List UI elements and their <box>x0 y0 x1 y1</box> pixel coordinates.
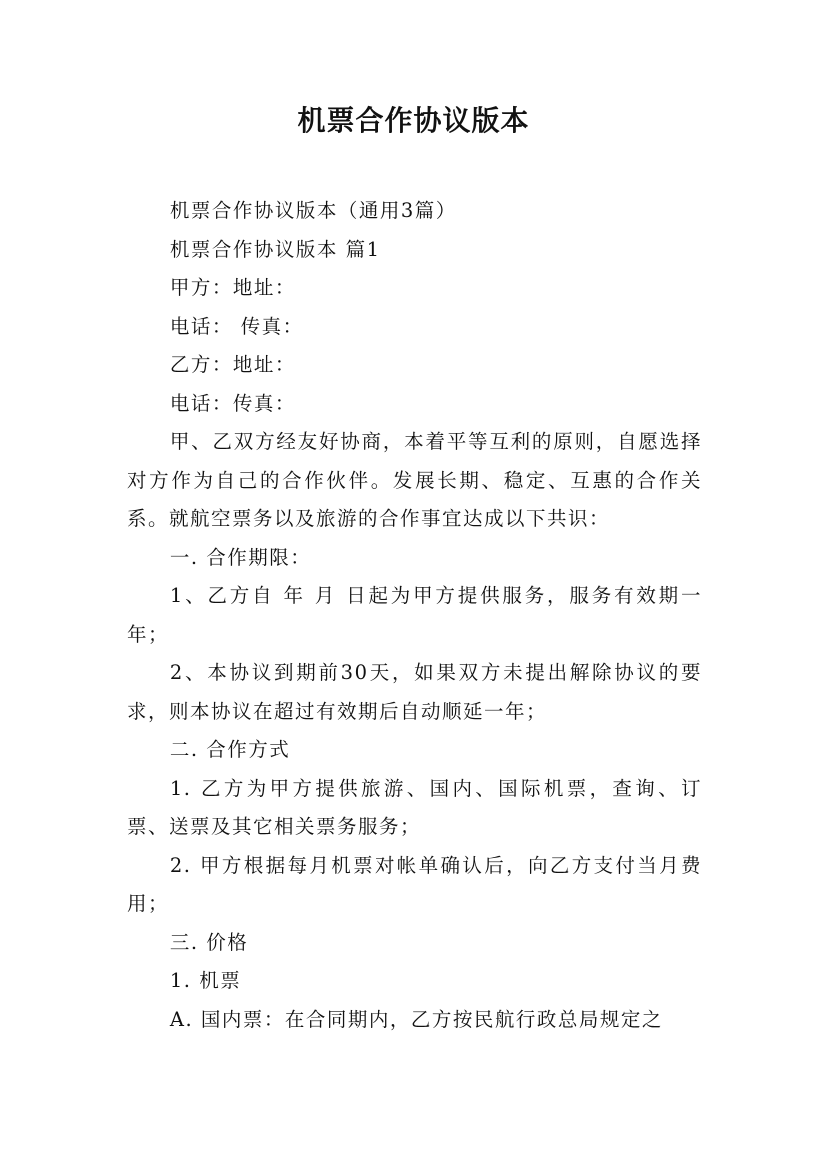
paragraph-term-2: 2、本协议到期前30天，如果双方未提出解除协议的要求，则本协议在超过有效期后自动顺延一年； <box>127 661 702 723</box>
paragraph-party-b-address: 乙方：地址： <box>169 353 296 376</box>
paragraph-party-b-phone: 电话：传真： <box>169 391 296 415</box>
paragraph-heading-method: 二. 合作方式 <box>169 738 291 761</box>
paragraph-party-a-phone: 电话： 传真： <box>169 314 304 338</box>
paragraph-subtitle: 机票合作协议版本（通用3篇） <box>169 199 457 222</box>
paragraph-price-ticket: 1. 机票 <box>169 969 242 992</box>
paragraph-heading-term: 一. 合作期限： <box>169 545 312 569</box>
paragraph-heading-price: 三. 价格 <box>169 930 249 954</box>
document-title: 机票合作协议版本 <box>297 104 530 137</box>
paragraph-preamble: 甲、乙双方经友好协商，本着平等互利的原则，自愿选择对方作为自己的合作伙伴。发展长期、稳定、互惠的合作关系。就航空票务以及旅游的合作事宜达成以下共识： <box>127 430 702 530</box>
paragraph-method-2: 2. 甲方根据每月机票对帐单确认后，向乙方支付当月费用； <box>127 853 702 915</box>
paragraph-price-domestic: A. 国内票：在合同期内，乙方按民航行政总局规定之 <box>169 1007 663 1031</box>
paragraph-term-1: 1、乙方自 年 月 日起为甲方提供服务，服务有效期一年； <box>127 584 702 646</box>
paragraph-method-1: 1. 乙方为甲方提供旅游、国内、国际机票，查询、订票、送票及其它相关票务服务； <box>127 776 702 838</box>
paragraph-party-a-address: 甲方：地址： <box>169 276 296 299</box>
paragraph-section-heading: 机票合作协议版本 篇1 <box>169 237 381 261</box>
document-body <box>127 192 702 1039</box>
